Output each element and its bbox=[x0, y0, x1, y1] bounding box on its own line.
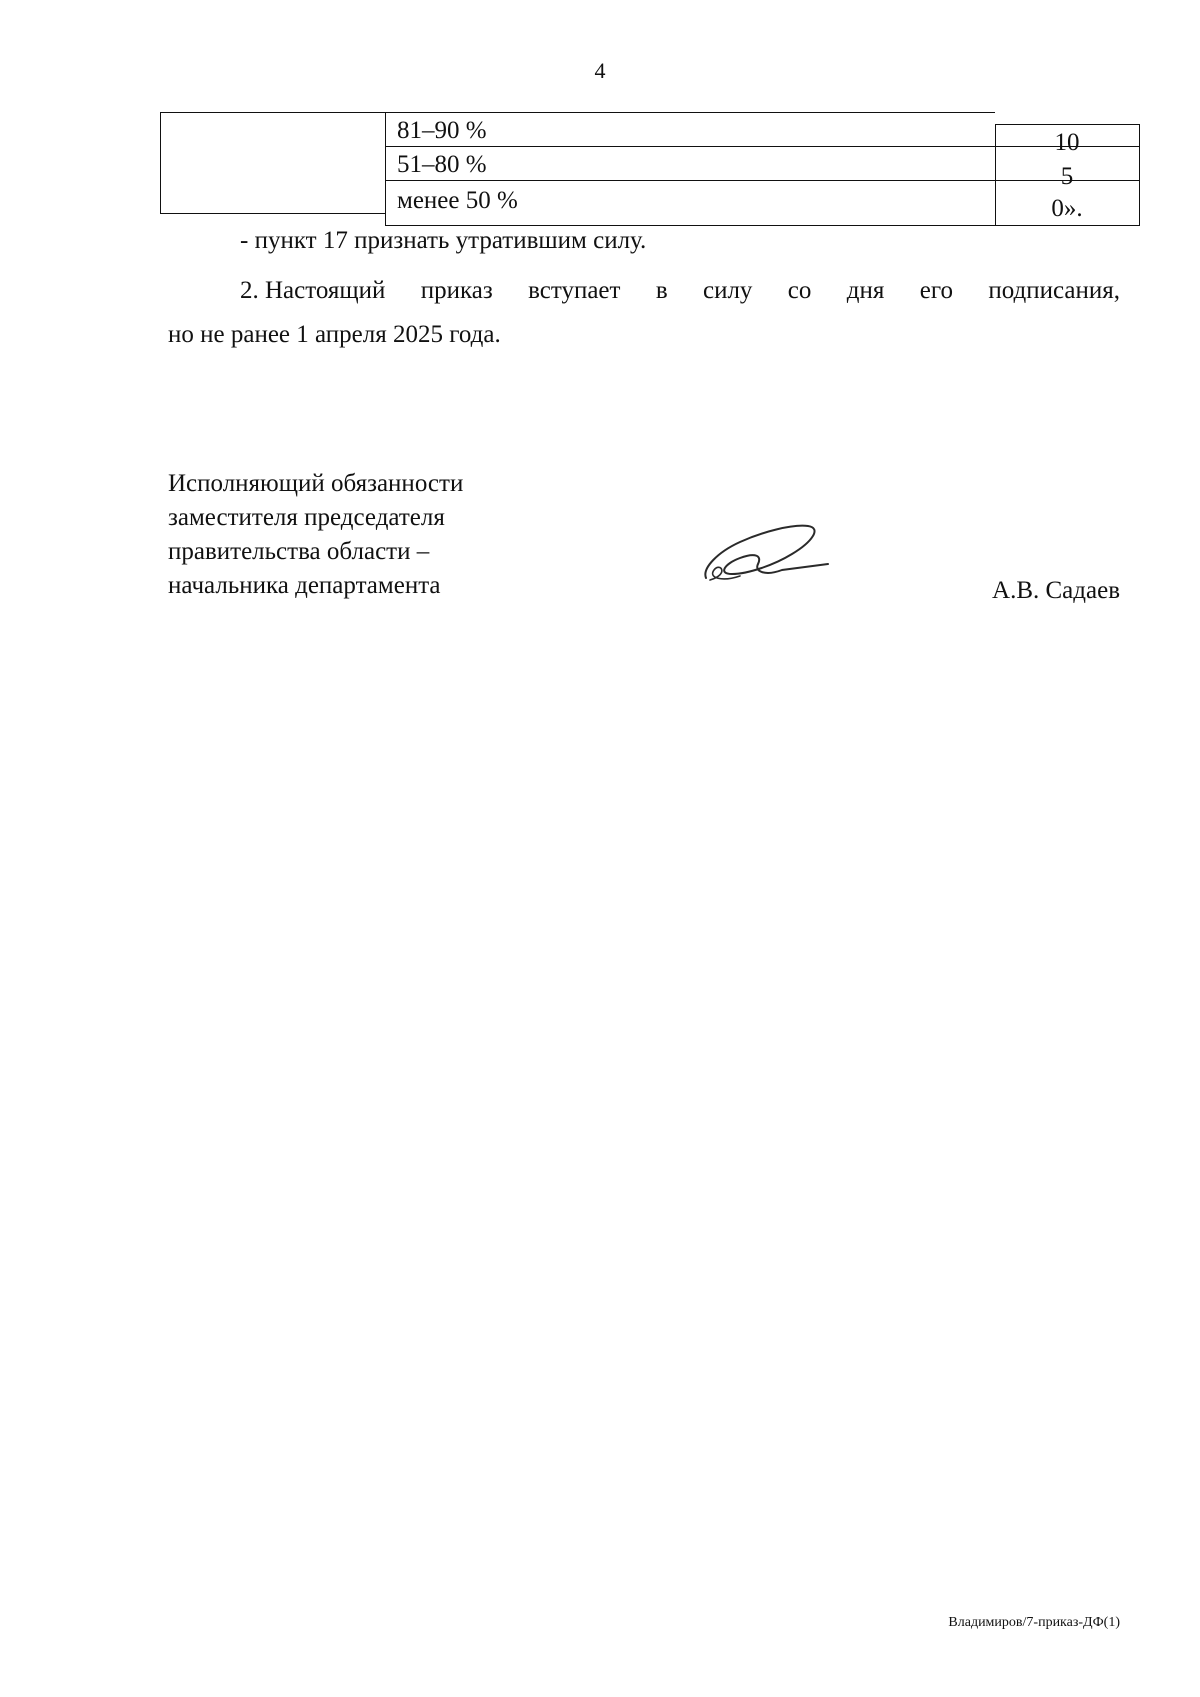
page-number: 4 bbox=[594, 58, 606, 83]
word: в bbox=[655, 277, 668, 304]
title-line: начальника департамента bbox=[168, 572, 441, 599]
title-line: Исполняющий обязанности bbox=[168, 470, 464, 497]
document-reference: Владимиров/7-приказ-ДФ(1) bbox=[948, 1615, 1120, 1630]
title-line: правительства области – bbox=[168, 538, 430, 565]
word: силу bbox=[702, 277, 753, 304]
score-cell: 10 bbox=[1054, 129, 1080, 156]
word: его bbox=[919, 277, 953, 304]
paragraph-2-line-1 bbox=[240, 276, 1120, 306]
word: со bbox=[787, 277, 812, 304]
score-cell: 5 bbox=[1060, 163, 1074, 190]
score-cell: 0». bbox=[1051, 195, 1083, 222]
word: приказ bbox=[420, 277, 493, 304]
range-cell: 81–90 % bbox=[397, 117, 487, 144]
handwritten-signature bbox=[700, 520, 830, 590]
paragraph-2-line-2: но не ранее 1 апреля 2025 года. bbox=[168, 321, 501, 348]
range-cell: 51–80 % bbox=[397, 151, 487, 178]
signatory-title bbox=[168, 467, 463, 603]
word: 2. Настоящий bbox=[240, 277, 386, 304]
item-17-line: - пункт 17 признать утратившим силу. bbox=[240, 227, 647, 254]
word: дня bbox=[846, 277, 885, 304]
word: подписания, bbox=[988, 277, 1120, 304]
score-table bbox=[160, 112, 1140, 226]
signer-name: А.В. Садаев bbox=[992, 577, 1120, 604]
title-line: заместителя председателя bbox=[168, 504, 445, 531]
word: вступает bbox=[528, 277, 621, 304]
range-cell: менее 50 % bbox=[397, 187, 518, 214]
